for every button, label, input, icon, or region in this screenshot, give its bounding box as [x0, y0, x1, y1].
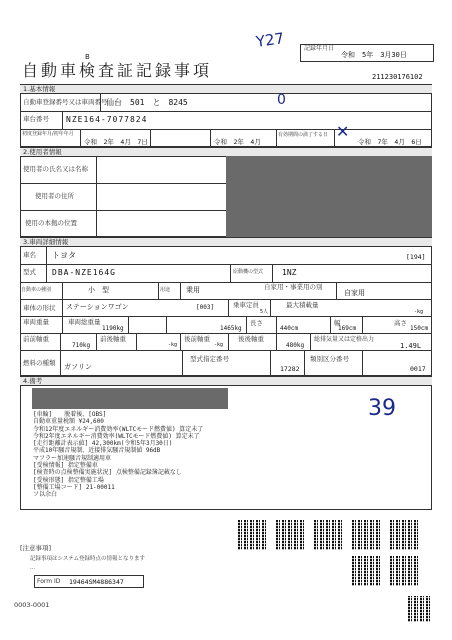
use-value: 乗用 [186, 286, 200, 294]
qr-code-icon [390, 556, 420, 586]
private-business-label: 自家用・事業用の別 [264, 283, 323, 291]
remark-line: ソ以余白 [33, 491, 58, 499]
model-label: 型式 [23, 268, 36, 276]
section-vehicle-detail-header: 3.車両詳細情報 [20, 237, 432, 247]
expiry-date-value: 令和 7年 4月 6日 [358, 138, 422, 146]
height-value: 150cm [410, 325, 429, 332]
user-name-label: 使用者の氏名又は名称 [23, 165, 88, 173]
footer-code: 0003-0001 [14, 601, 50, 609]
engine-model-value: 1NZ [282, 268, 297, 277]
form-id-label: Form ID [37, 578, 61, 585]
maker-code: [194] [406, 253, 426, 261]
class-number-label: 類別区分番号 [310, 355, 349, 363]
rear-front-axle-value: -kg [214, 342, 224, 348]
max-load-label: 最大積載量 [286, 301, 319, 309]
remark-line: [受検情報] 指定整備車 [33, 462, 98, 470]
record-date-label: 記録年月日 [304, 45, 335, 52]
height-label: 高さ [394, 319, 407, 327]
section-user-info-header: 2.使用者情報 [20, 147, 432, 157]
max-load-value: -kg [414, 309, 424, 315]
remark-line: 令和12年度エネルギー消費効率(WLTCモード燃費値) 算定未了 [33, 425, 204, 433]
qr-code-icon [408, 596, 432, 622]
section-basic-info-header: 1.基本情報 [20, 84, 432, 94]
form-id-box [34, 575, 144, 588]
model-designation-value: 17282 [280, 365, 300, 373]
page-title: 自動車検査証記録事項 [22, 61, 213, 80]
first-registration-label: 初度登録年月/初年年月 [22, 131, 74, 137]
front-rear-axle-value: -kg [168, 342, 178, 348]
handwritten-x-mark: ✕ [336, 122, 350, 141]
gross-weight-label: 車両総重量 [68, 318, 101, 326]
form-id-value: 19464SM4886347 [69, 578, 124, 586]
remarks-lines [33, 411, 203, 499]
maker-label: 車名 [23, 251, 36, 259]
handwritten-number: 39 [368, 396, 396, 421]
vehicle-weight-label: 車両重量 [23, 318, 49, 326]
chassis-number-value: NZE164-7077824 [66, 115, 148, 124]
notes-line-2: ... [30, 565, 36, 571]
rear-rear-axle-value: 480kg [286, 342, 305, 349]
notes-line-1: 記録事項はシステム登録時点の情報となります [30, 556, 145, 562]
capacity-label: 乗車定員 [233, 301, 259, 309]
remark-line: [走行距離計表示値] 42,300km(令和5年3月30日) [33, 440, 173, 448]
front-front-axle-label: 前前軸重 [23, 335, 49, 343]
handwritten-circle-mark: 0 [277, 92, 286, 108]
engine-model-label: 原動機の型式 [233, 269, 264, 275]
issue-date-value: 令和 2年 4月 [214, 138, 261, 146]
qr-code-icon [390, 520, 420, 550]
width-value: 169cm [338, 325, 357, 332]
model-designation-label: 型式指定番号 [190, 355, 229, 363]
maker-value: トヨタ [52, 251, 76, 260]
section-remarks-header: 4.備考 [20, 376, 432, 386]
width-label: 幅 [334, 319, 341, 327]
vehicle-weight-value: 1190kg [102, 325, 124, 332]
qr-code-icon [238, 520, 268, 550]
remark-line: マフラー加速騒音規制適用車 [33, 454, 112, 462]
vehicle-type-value: 小 型 [88, 286, 109, 294]
body-shape-code: [003] [196, 304, 215, 311]
qr-code-icon [352, 520, 382, 550]
capacity-value: 5人 [260, 309, 269, 315]
model-value: DBA-NZE164G [52, 268, 116, 277]
gross-weight-value: 1465kg [220, 325, 242, 332]
remark-line: 令和2年度エネルギー消費効率(WLTCモード燃費値) 算定未了 [33, 432, 200, 440]
document-number: 211230176102 [372, 73, 423, 81]
handwritten-top-note: Y27 [254, 29, 286, 51]
remark-line: 平成10年騒音規制、近接排気騒音規制値 96dB [33, 447, 161, 455]
length-label: 長さ [250, 319, 263, 327]
remark-line: [受検形態] 指定整備工場 [33, 476, 104, 484]
remark-line: 自動車重量税額 ¥24,600 [33, 418, 104, 426]
base-location-label: 使用の本拠の位置 [25, 219, 77, 227]
remark-line: [整備工場コード] 21-00011 [33, 483, 115, 491]
notes-title: [注意事項] [20, 544, 52, 552]
displacement-label: 総排気量又は定格出力 [314, 336, 375, 343]
private-business-value: 自家用 [344, 289, 365, 297]
fuel-type-label: 燃料の種類 [23, 359, 56, 367]
registration-number-label: 自動車登録番号又は車両番号 [23, 98, 108, 106]
record-date-value: 令和 5年 3月30日 [341, 51, 407, 59]
use-label: 用途 [160, 287, 171, 293]
registration-number-value: 仙台 501 と 8245 [106, 98, 188, 107]
redacted-remarks [32, 388, 228, 409]
front-rear-axle-label: 前後軸重 [100, 335, 126, 343]
redacted-user-info [226, 156, 432, 237]
displacement-value: 1.49L [400, 342, 422, 350]
class-number-value: 0017 [410, 365, 426, 373]
body-shape-value: ステーションワゴン [66, 303, 129, 311]
qr-code-icon [352, 556, 382, 586]
fuel-type-value: ガソリン [64, 363, 92, 371]
vehicle-type-label: 自動車の種別 [21, 287, 52, 293]
expiry-date-label: 有効期間の満了する日 [278, 132, 329, 138]
user-address-label: 使用者の住所 [35, 192, 74, 200]
qr-code-icon [314, 520, 344, 550]
remark-line: [車輪] 脱着後、[OBS] [33, 411, 107, 418]
b-mark: B [85, 53, 90, 61]
length-value: 440cm [280, 325, 299, 332]
rear-front-axle-label: 後前軸重 [184, 335, 210, 343]
record-date-box [300, 44, 434, 62]
front-front-axle-value: 710kg [72, 342, 91, 349]
qr-code-icon [276, 520, 306, 550]
body-shape-label: 車体の形状 [23, 304, 56, 312]
rear-rear-axle-label: 後後軸重 [238, 335, 264, 343]
remark-line: [検査時の点検整備実施状況] 点検整備記録簿記載なし [33, 469, 182, 477]
first-registration-value: 令和 2年 4月 7日 [84, 138, 148, 146]
chassis-number-label: 車台番号 [23, 115, 49, 123]
